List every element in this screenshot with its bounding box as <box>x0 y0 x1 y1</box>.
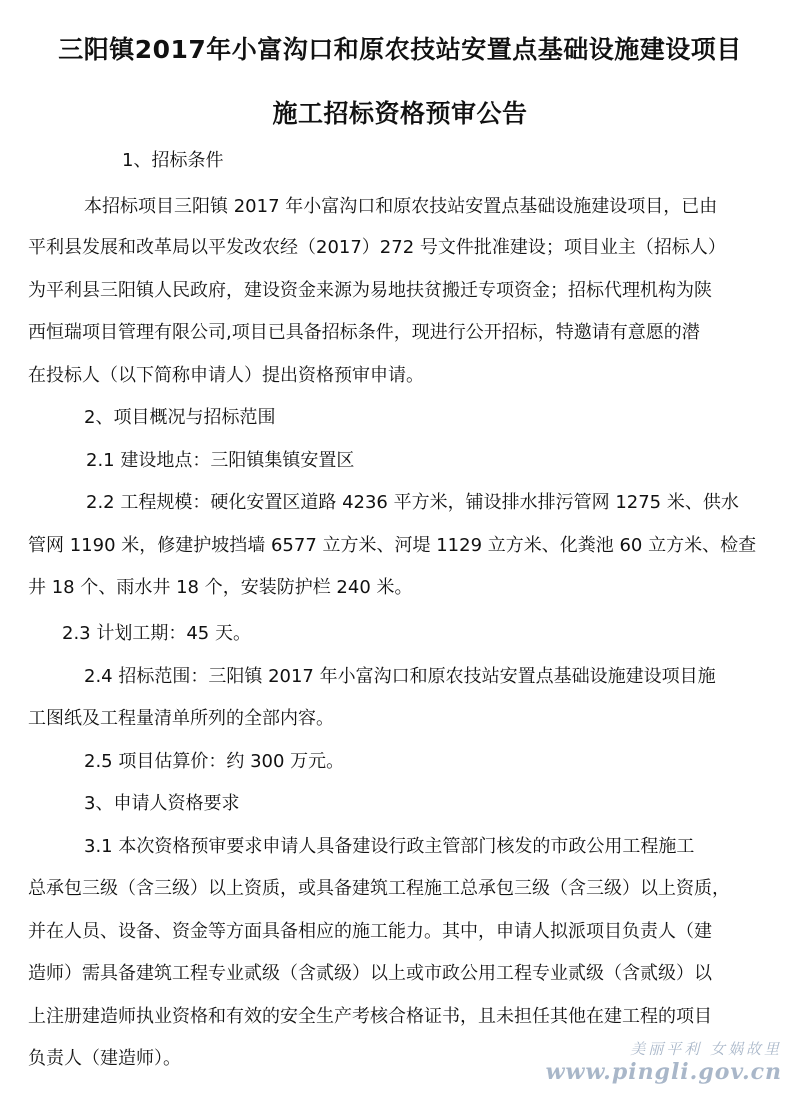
site-watermark <box>546 1038 782 1085</box>
paragraph-line: 井 18 个、雨水井 18 个，安装防护栏 240 米。 <box>28 577 413 598</box>
paragraph-line: 造师）需具备建筑工程专业贰级（含贰级）以上或市政公用工程专业贰级（含贰级）以 <box>28 963 712 984</box>
paragraph-line: 并在人员、设备、资金等方面具备相应的施工能力。其中，申请人拟派项目负责人（建 <box>28 921 712 942</box>
paragraph-line: 总承包三级（含三级）以上资质，或具备建筑工程施工总承包三级（含三级）以上资质， <box>28 878 730 899</box>
paragraph-line: 2.1 建设地点：三阳镇集镇安置区 <box>86 450 355 471</box>
paragraph-line: 本招标项目三阳镇 2017 年小富沟口和原农技站安置点基础设施建设项目，已由 <box>84 196 718 217</box>
paragraph-line: 2.3 计划工期：45 天。 <box>62 623 251 644</box>
section-3-heading: 3、申请人资格要求 <box>84 793 240 814</box>
watermark-slogan: 美丽平利 女娲故里 <box>630 1040 782 1058</box>
title-line-1: 三阳镇2017年小富沟口和原农技站安置点基础设施建设项目 <box>58 35 742 64</box>
paragraph-line: 2.4 招标范围：三阳镇 2017 年小富沟口和原农技站安置点基础设施建设项目施 <box>84 666 716 687</box>
section-1-heading: 1、招标条件 <box>122 150 224 171</box>
paragraph-line: 西恒瑞项目管理有限公司,项目已具备招标条件，现进行公开招标，特邀请有意愿的潜 <box>28 322 700 343</box>
paragraph-line: 2.5 项目估算价：约 300 万元。 <box>84 751 345 772</box>
paragraph-line: 工图纸及工程量清单所列的全部内容。 <box>28 708 334 729</box>
paragraph-line: 为平利县三阳镇人民政府，建设资金来源为易地扶贫搬迁专项资金；招标代理机构为陕 <box>28 280 712 301</box>
paragraph-line: 2.2 工程规模：硬化安置区道路 4236 平方米，铺设排水排污管网 1275 米、供水 <box>86 492 739 513</box>
section-2-heading: 2、项目概况与招标范围 <box>84 407 276 428</box>
watermark-url: www.pingli.gov.cn <box>545 1059 782 1085</box>
paragraph-line: 管网 1190 米，修建护坡挡墙 6577 立方米、河堤 1129 立方米、化粪池 60 立方米、检查 <box>28 535 757 556</box>
paragraph-line: 平利县发展和改革局以平发改农经（2017）272 号文件批准建设；项目业主（招标人） <box>28 237 726 258</box>
paragraph-line: 3.1 本次资格预审要求申请人具备建设行政主管部门核发的市政公用工程施工 <box>84 836 695 857</box>
paragraph-line: 负责人（建造师）。 <box>28 1048 181 1069</box>
title-line-2: 施工招标资格预审公告 <box>272 99 528 128</box>
paragraph-line: 在投标人（以下简称申请人）提出资格预审申请。 <box>28 365 424 386</box>
paragraph-line: 上注册建造师执业资格和有效的安全生产考核合格证书，且未担任其他在建工程的项目 <box>28 1006 712 1027</box>
